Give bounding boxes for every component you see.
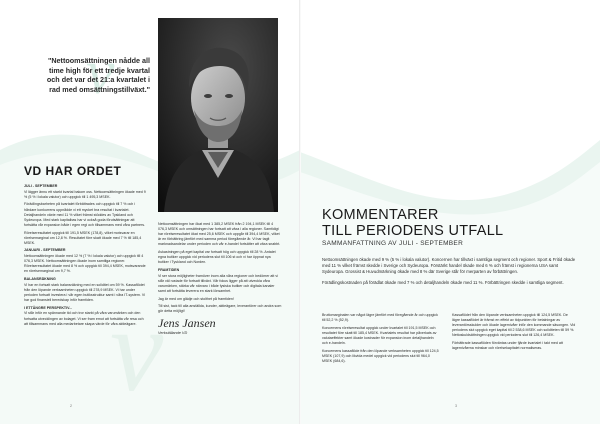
intro-paragraph: Nettoomsättningen ökade med 9 % (5 % i lokala valutor). Koncernen har tillväxt i samtliga segment och regioner. Sport & Fritid ökade med 11 % vilket främst skedde i Sverige och Sydeuropa. Förstärkt handel ökade med 6 % och främst i regionerna USA samt Sydeuropa. Grossist & Huvudmärkning ökade med 8 % där Sverige står för merparten av förbättringen. xyxy=(322,257,576,275)
page-number-right: 3 xyxy=(455,404,457,408)
body-paragraph: Till sist, tack till alla anställda, kunder, aktieägare, leverantörer och andra som gör detta möjligt! xyxy=(158,304,282,314)
body-paragraph: Koncernens rörelseresultat uppgick under kvartalet till 191,5 MSEK och resultatet före skatt till 185,4 MSEK. Kvartalets resultat har påverkats av valutaeffekter samt ökade kostnader för expansion inom detaljhandeln och e-handeln. xyxy=(322,325,437,346)
pull-quote: "Nettoomsättningen nådde all time high för ett tredje kvartal och det var det 21:a kvartalet i rad med omsättningstillväxt." xyxy=(46,56,150,95)
ceo-signature: Jens Jansen xyxy=(158,316,216,331)
section-subheading: JULI - SEPTEMBER xyxy=(24,184,58,188)
svg-text:ν: ν xyxy=(110,283,164,416)
body-paragraph: Kassaflödet från den löpande verksamheten uppgick till 124,5 MSEK. De lägre kassaflödet är främst en effekt av tidpunkten för betalningar av leverantörsskulder och ökade lagernivåer inför den kommande säsongen. Vid periodens slut uppgick eget kapital till 2 538,6 MSEK och soliditeten till 59 %. Nettoskuldsättningen uppgick vid periodens slut till 126,4 MSEK. xyxy=(452,313,576,338)
signer-title: Verkställande VD xyxy=(158,331,188,336)
section-subtitle: SAMMANFATTNING AV JULI - SEPTEMBER xyxy=(322,240,464,247)
right-page xyxy=(300,0,600,424)
text-column-3 xyxy=(322,313,440,367)
body-paragraph: Nettoomsättningen har ökat med 1 385,2 MSEK från 2 194,1 MSEK till 4 076,3 MSEK och omsättningen har fortsatt att växa i alla regioner. Samtidigt har rörelseresultatet ökat med 25,6 MSEK och uppgår till 394,4 MSEK, vilket är en förbättring jämfört med samma period föregående år. Vi har tagit marknadsandelar under perioden och vår e-handel fortsätter att växa snabbt. xyxy=(158,222,281,247)
text-column-2 xyxy=(158,222,282,337)
intro-text xyxy=(322,257,576,290)
intro-paragraph: Förädlingskostnaden på förädlat ökade med 7 % och detaljhandeln ökade med 11 %. Förbättringen skedde i samtliga segment. xyxy=(322,279,564,285)
section-subheading: BALANSRÄKNING xyxy=(24,277,56,282)
body-paragraph: Koncernens kassaflöde från den löpande verksamheten uppgick till 124,5 MSEK (107,9) och likvida medel uppgick vid periodens slut till 964,0 MSEK (684,6). xyxy=(322,348,439,363)
page-number-left: 2 xyxy=(70,404,72,408)
section-subheading: JANUARI - SEPTEMBER xyxy=(24,248,66,253)
decorative-letter: ν xyxy=(86,36,115,107)
body-paragraph: Vi står inför en spännande tid och tror starkt på våra varumärken och den fortsatta utvecklingen av bolaget. Vi ser fram emot att fortsätta vår resa och att tillsammans med alla medarbetare skapa värde för våra aktieägare. xyxy=(24,311,144,326)
text-column-4 xyxy=(452,313,576,354)
ceo-portrait-photo xyxy=(158,18,278,212)
body-paragraph: Bruttomarginalen var något lägre jämfört med föregående år och uppgick till 52,2 % (52,9). xyxy=(322,313,438,323)
body-paragraph: Förädlingsbarheten på kvartalet förbättrades och uppgick till 7 % och i hårdare konkurrens uppnådde vi ett mycket bra resultat i kvartalet. Detaljhandeln växte med 11 % vilket främst stöddes av Tyskland och Sydeuropa. Med stark kapitalbas har vi också goda förutsättningar att fortsätta vår expansion både i egen regi och tillsammans med våra partners. xyxy=(24,202,146,227)
body-paragraph: Jag är med om glädje och stolthet på framtiden! xyxy=(158,296,234,301)
body-paragraph: Avkastningen på eget kapital var fortsatt hög och uppgick till 28 %. Antalet egna butiker uppgick vid periodens slut till 106 st och vi har öppnat nya butiker i Tyskland och Norden. xyxy=(158,250,276,265)
body-paragraph: Förbättrade kassaflöden förväntas under fjärde kvartalet i takt med att lagernivåerna minskar och rörelsekapitalet normaliseras. xyxy=(452,341,563,351)
body-paragraph: Vi ser stora möjligheter framöver inom alla våra regioner och bedömer att vi står väl rustade för fortsatt tillväxt. Vår fokus ligger på att utveckla våra varumärken, stärka vår närvaro i både fysiska butiker och digitala kanaler samt att fortsätta leverera en stark lönsamhet. xyxy=(158,273,278,293)
text-column-1 xyxy=(24,182,148,329)
page-gutter xyxy=(299,0,301,424)
body-paragraph: Vi lägger ännu ett starkt kvartal bakom oss. Nettoomsättningen ökade med 9 % (5 % i lokala valutor) och uppgick till 1 495,3 MSEK. xyxy=(24,189,146,199)
title-line-2: TILL PERIODENS UTFALL xyxy=(322,222,504,239)
section-title xyxy=(322,208,503,239)
section-subheading: I ETTÅNGRE PERSPEKTIV... xyxy=(24,305,73,310)
body-paragraph: Nettoomsättningen ökade med 12 % (7 % i lokala valutor) och uppgick till 4 076,3 MSEK. Nettoomsättningen ökade inom samtliga regioner. Rörelseresultatet ökade med 8 % och uppgick till 394,4 MSEK, motsvarande en rörelsemarginal om 9,7 %. xyxy=(24,254,146,274)
body-paragraph: Vi har en fortsatt stark balansräkning med en soliditet om 59 %. Kassaflödet från den löpande verksamheten uppgick till 278,9 MSEK. Vi har under perioden fortsatt investera i vår egen butiksstruktur samt i våra IT-system. Vi har god finansiell beredskap inför framtiden. xyxy=(24,282,145,303)
section-subheading: FRAMTIDEN xyxy=(158,267,180,272)
page-heading: VD HAR ORDET xyxy=(24,164,122,178)
body-paragraph: Rörelseresultatet uppgick till 191,5 MSEK (178,8), vilket motsvarar en rörelsemarginal om 12,8 %. Resultatet före skatt ökade med 7 % till 185,4 MSEK. xyxy=(24,230,142,245)
portrait-illustration xyxy=(158,18,278,212)
title-line-1: KOMMENTARER xyxy=(322,207,439,223)
